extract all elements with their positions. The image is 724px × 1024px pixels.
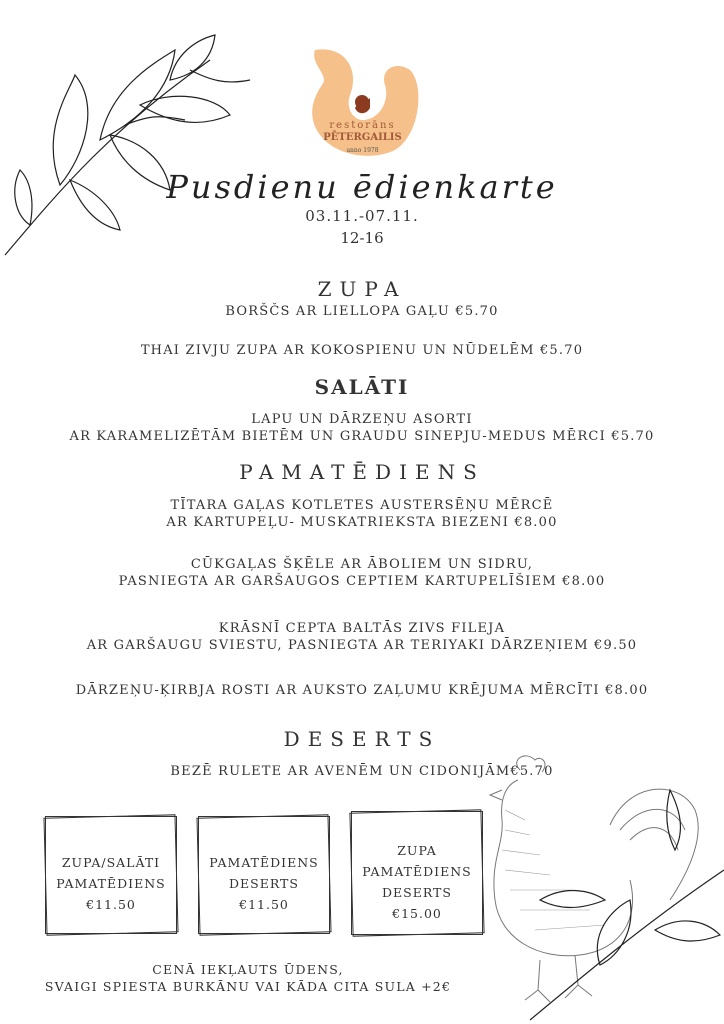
menu-item-salad-line-2: AR KARAMELIZĒTĀM BIETĒM UN GRAUDU SINEPJU-MEDUS MĒRCI €5.70 (69, 429, 655, 444)
menu-item-soup-2: THAI ZIVJU ZUPA AR KOKOSPIENU UN NŪDELĒM €5.70 (140, 343, 584, 358)
footer-note-line-2: SVAIGI SPIESTA BURKĀNU VAI KĀDA CITA SULA +2€ (44, 979, 452, 994)
combo-1-price: €11.50 (86, 897, 136, 912)
page-title: Pusdienu ēdienkarte (166, 168, 558, 206)
footer-note-line-1: CENĀ IEKĻAUTS ŪDENS, (152, 962, 344, 977)
section-title-dessert: DESERTS (283, 727, 441, 751)
combo-3-line-1: ZUPA (397, 843, 437, 858)
combo-2-line-2: DESERTS (229, 876, 299, 891)
section-title-salad: SALĀTI (314, 375, 410, 399)
menu-item-main-1-line-1: TĪTARA GAĻAS KOTLETES AUSTERSĒŅU MĒRCĒ (170, 498, 554, 513)
restaurant-logo (300, 40, 425, 160)
logo-since-text: anno 1978 (346, 147, 379, 154)
date-range: 03.11.-07.11. (305, 207, 419, 225)
combo-2-price: €11.50 (239, 897, 289, 912)
combo-3-line-3: DESERTS (382, 885, 452, 900)
menu-item-main-3-line-2: AR GARŠAUGU SVIESTU, PASNIEGTA AR TERIYAKI DĀRZEŅIEM €9.50 (86, 638, 638, 653)
menu-item-main-3-line-1: KRĀSNĪ CEPTA BALTĀS ZIVS FILEJA (218, 621, 506, 636)
menu-item-salad-line-1: LAPU UN DĀRZEŅU ASORTI (251, 412, 473, 427)
combo-1-line-1: ZUPA/SALĀTI (61, 855, 161, 870)
combo-box-3 (348, 807, 486, 943)
combo-2-line-1: PAMATĒDIENS (209, 855, 319, 870)
section-title-soup: ZUPA (317, 277, 407, 301)
menu-item-main-1-line-2: AR KARTUPEĻU- MUSKATRIEKSTA BIEZENI €8.00 (166, 515, 558, 530)
menu-item-main-2-line-2: PASNIEGTA AR GARŠAUGOS CEPTIEM KARTUPELĪŠIEM €8.00 (118, 574, 606, 589)
menu-item-soup-1: BORŠČS AR LIELLOPA GAĻU €5.70 (225, 304, 499, 319)
combo-box-1 (42, 812, 180, 942)
combo-box-2 (195, 812, 333, 942)
logo-small-text: restorāns (329, 120, 396, 131)
combo-3-price: €15.00 (392, 906, 442, 921)
combo-1-line-2: PAMATĒDIENS (56, 876, 166, 891)
rooster-illustration (480, 750, 724, 1024)
section-title-main: PAMATĒDIENS (239, 460, 485, 484)
serving-hours: 12-16 (340, 229, 384, 247)
logo-name-text: PĒTERGAILIS (323, 132, 402, 143)
menu-item-main-4: DĀRZEŅU-ĶIRBJA ROSTI AR AUKSTO ZAĻUMU KRĒJUMA MĒRCĪTI €8.00 (75, 683, 649, 698)
combo-3-line-2: PAMATĒDIENS (362, 864, 472, 879)
menu-item-main-2-line-1: CŪKGAĻAS ŠĶĒLE AR ĀBOLIEM UN SIDRU, (190, 557, 534, 572)
menu-item-dessert: BEZĒ RULETE AR AVENĒM UN CIDONIJĀM€5.70 (170, 764, 554, 779)
